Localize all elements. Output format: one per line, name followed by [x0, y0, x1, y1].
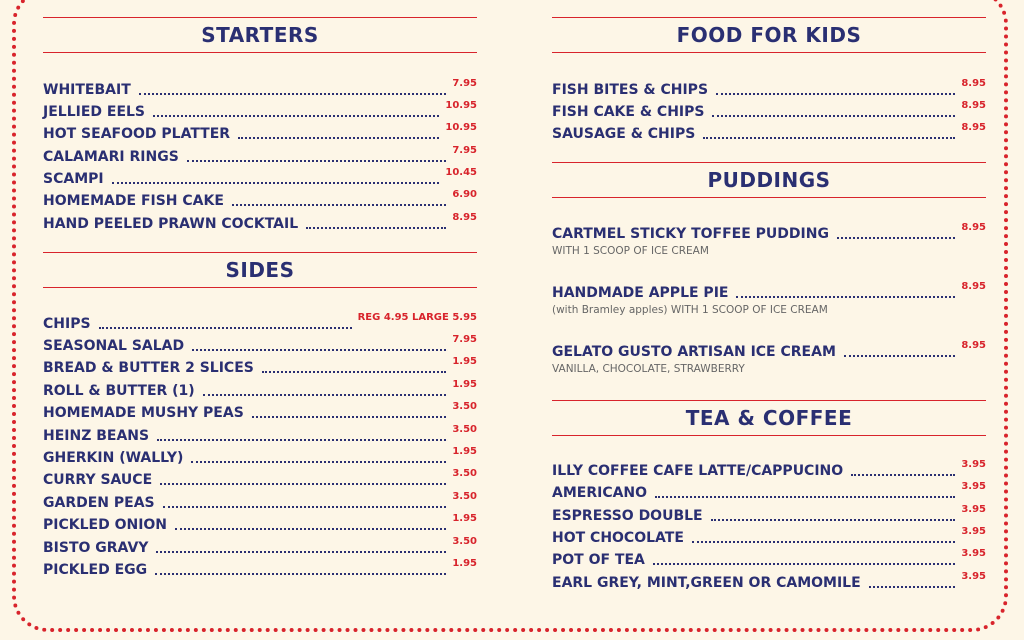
item-name: POT OF TEA [552, 552, 645, 568]
item-price: 3.95 [961, 571, 986, 582]
item-name: HAND PEELED PRAWN COCKTAIL [43, 216, 299, 232]
leader-dots [736, 295, 955, 298]
item-name: GHERKIN (WALLY) [43, 450, 184, 466]
leader-dots [692, 540, 955, 543]
item-price: 8.95 [961, 100, 986, 111]
leader-dots [869, 585, 956, 588]
item-price: REG 4.95 LARGE 5.95 [357, 312, 477, 323]
menu-item [552, 281, 986, 301]
item-name: CHIPS [43, 316, 91, 332]
menu-item [43, 356, 477, 376]
item-name: BREAD & BUTTER 2 SLICES [43, 360, 254, 376]
leader-dots [153, 114, 439, 117]
menu-item [552, 78, 986, 98]
leader-dots [163, 505, 447, 508]
leader-dots [157, 438, 446, 441]
item-price: 6.90 [452, 189, 477, 200]
leader-dots [139, 92, 447, 95]
item-name: HANDMADE APPLE PIE [552, 285, 729, 301]
menu-item [43, 145, 477, 165]
menu-item [43, 334, 477, 354]
item-name: HOMEMADE FISH CAKE [43, 193, 224, 209]
item-name: HEINZ BEANS [43, 428, 150, 444]
menu-item [43, 100, 477, 120]
menu-item [43, 513, 477, 533]
menu-item [43, 379, 477, 399]
item-price: 3.95 [961, 481, 986, 492]
item-price: 1.95 [452, 356, 477, 367]
item-name: FISH CAKE & CHIPS [552, 104, 705, 120]
item-price: 3.95 [961, 504, 986, 515]
item-name: AMERICANO [552, 485, 648, 501]
menu-item [43, 167, 477, 187]
item-price: 10.95 [445, 100, 477, 111]
starters-title: STARTERS [201, 23, 319, 47]
puddings-header [552, 162, 986, 198]
item-name: CALAMARI RINGS [43, 149, 179, 165]
leader-dots [191, 460, 446, 463]
menu-item [43, 536, 477, 556]
leader-dots [252, 415, 447, 418]
item-price: 1.95 [452, 446, 477, 457]
item-price: 10.95 [445, 122, 477, 133]
menu-item [43, 468, 477, 488]
item-name: SCAMPI [43, 171, 104, 187]
item-name: ESPRESSO DOUBLE [552, 508, 703, 524]
item-name: CURRY SAUCE [43, 472, 153, 488]
item-price: 10.45 [445, 167, 477, 178]
menu-item [552, 548, 986, 568]
item-price: 8.95 [452, 212, 477, 223]
item-price: 3.50 [452, 424, 477, 435]
sides-title: SIDES [225, 258, 295, 282]
leader-dots [851, 473, 955, 476]
menu-item [43, 401, 477, 421]
menu-item [552, 100, 986, 120]
leader-dots [844, 354, 955, 357]
menu-item [43, 122, 477, 142]
leader-dots [112, 181, 440, 184]
item-name: GARDEN PEAS [43, 495, 155, 511]
leader-dots [187, 159, 447, 162]
item-name: GELATO GUSTO ARTISAN ICE CREAM [552, 344, 836, 360]
item-price: 8.95 [961, 122, 986, 133]
menu-item [552, 222, 986, 242]
item-name: PICKLED ONION [43, 517, 168, 533]
menu-item [43, 212, 477, 232]
kids-title: FOOD FOR KIDS [676, 23, 862, 47]
item-name: ROLL & BUTTER (1) [43, 383, 195, 399]
puddings-title: PUDDINGS [707, 168, 831, 192]
item-price: 1.95 [452, 379, 477, 390]
menu-item [552, 504, 986, 524]
item-name: SAUSAGE & CHIPS [552, 126, 696, 142]
leader-dots [99, 326, 352, 329]
item-name: BISTO GRAVY [43, 540, 149, 556]
leader-dots [306, 226, 446, 229]
leader-dots [238, 136, 439, 139]
item-name: FISH BITES & CHIPS [552, 82, 709, 98]
tea-header [552, 400, 986, 436]
item-price: 3.50 [452, 468, 477, 479]
menu-item [552, 481, 986, 501]
menu-item [43, 189, 477, 209]
starters-header [43, 17, 477, 53]
item-name: HOT CHOCOLATE [552, 530, 684, 546]
leader-dots [711, 518, 956, 521]
sides-header [43, 252, 477, 288]
item-price: 7.95 [452, 334, 477, 345]
menu-item [43, 558, 477, 578]
item-price: 8.95 [961, 78, 986, 89]
item-price: 8.95 [961, 281, 986, 292]
leader-dots [192, 348, 446, 351]
leader-dots [712, 114, 955, 117]
menu-item [552, 526, 986, 546]
item-price: 8.95 [961, 340, 986, 351]
tea-title: TEA & COFFEE [685, 406, 853, 430]
kids-header [552, 17, 986, 53]
leader-dots [716, 92, 955, 95]
item-name: HOMEMADE MUSHY PEAS [43, 405, 244, 421]
menu-item [43, 78, 477, 98]
leader-dots [156, 550, 446, 553]
menu-item [43, 446, 477, 466]
item-name: ILLY COFFEE CAFE LATTE/CAPPUCINO [552, 463, 844, 479]
item-name: PICKLED EGG [43, 562, 148, 578]
item-price: 3.50 [452, 401, 477, 412]
leader-dots [653, 562, 955, 565]
item-note: WITH 1 SCOOP OF ICE CREAM [552, 245, 709, 257]
item-note: VANILLA, CHOCOLATE, STRAWBERRY [552, 363, 745, 375]
item-price: 3.50 [452, 491, 477, 502]
item-name: SEASONAL SALAD [43, 338, 185, 354]
leader-dots [160, 482, 446, 485]
leader-dots [175, 527, 446, 530]
leader-dots [232, 203, 446, 206]
menu-item [552, 122, 986, 142]
leader-dots [837, 236, 955, 239]
menu-item [552, 571, 986, 591]
menu-item [552, 340, 986, 360]
leader-dots [203, 393, 447, 396]
leader-dots [262, 370, 446, 373]
item-price: 1.95 [452, 513, 477, 524]
item-price: 7.95 [452, 145, 477, 156]
menu-item [43, 312, 477, 332]
item-price: 8.95 [961, 222, 986, 233]
item-note: (with Bramley apples) WITH 1 SCOOP OF ICE CREAM [552, 304, 828, 316]
leader-dots [703, 136, 955, 139]
item-name: HOT SEAFOOD PLATTER [43, 126, 231, 142]
item-price: 1.95 [452, 558, 477, 569]
item-price: 3.95 [961, 548, 986, 559]
item-price: 3.95 [961, 459, 986, 470]
menu-item [552, 459, 986, 479]
leader-dots [655, 495, 955, 498]
item-name: EARL GREY, MINT,GREEN OR CAMOMILE [552, 575, 861, 591]
menu-item [43, 424, 477, 444]
item-name: CARTMEL STICKY TOFFEE PUDDING [552, 226, 829, 242]
menu-item [43, 491, 477, 511]
item-name: JELLIED EELS [43, 104, 146, 120]
item-name: WHITEBAIT [43, 82, 131, 98]
item-price: 3.95 [961, 526, 986, 537]
item-price: 3.50 [452, 536, 477, 547]
leader-dots [155, 572, 446, 575]
item-price: 7.95 [452, 78, 477, 89]
